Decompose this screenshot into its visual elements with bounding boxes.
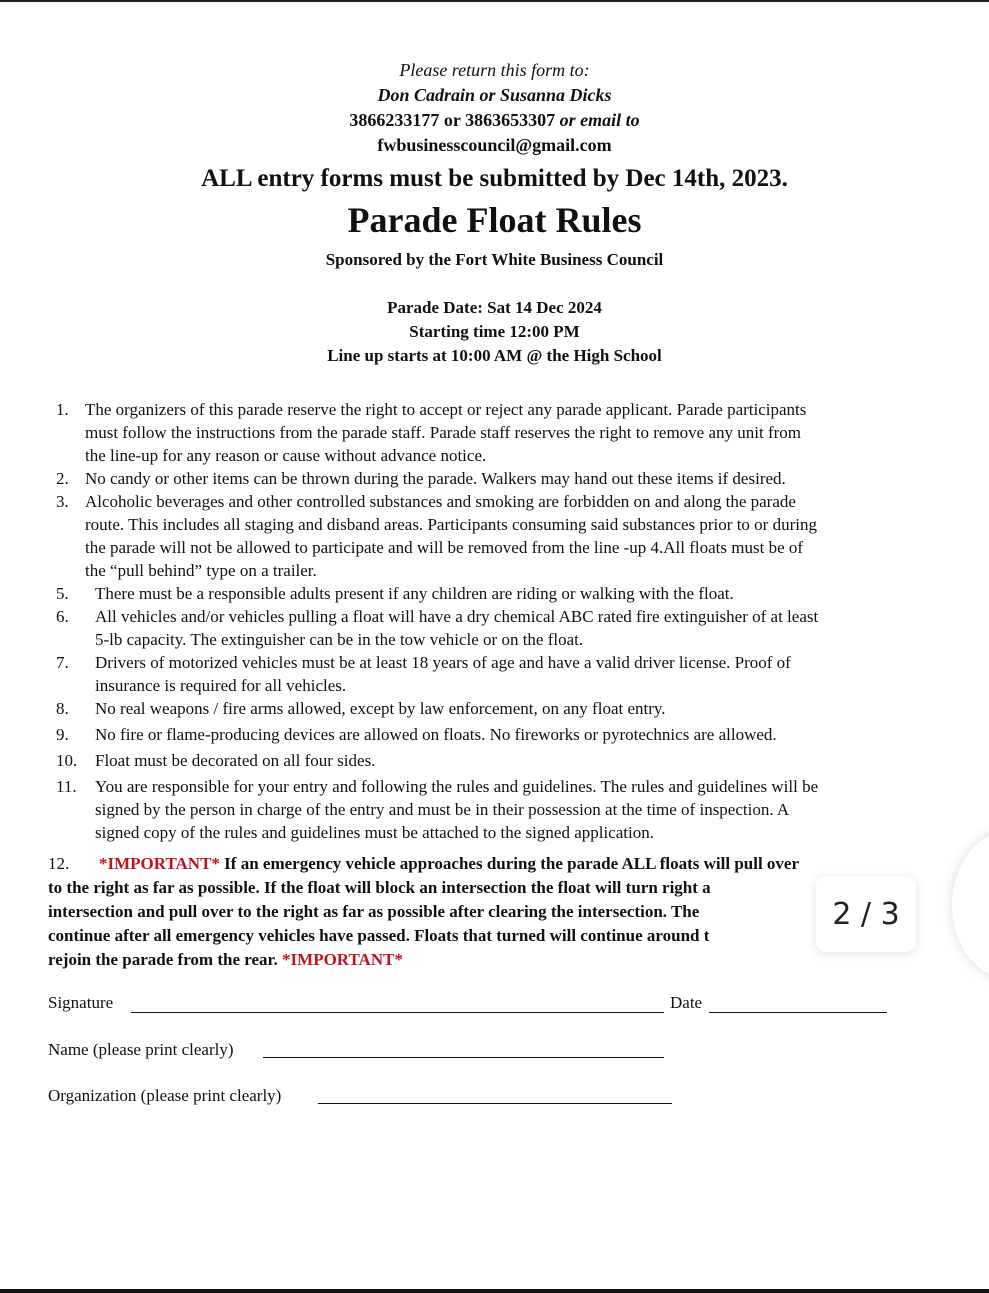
rule-text: route. This includes all staging and disband areas. Participants consuming said substances prior to or during xyxy=(85,515,817,534)
rule-number: 9. xyxy=(56,725,69,744)
rule-text: All vehicles and/or vehicles pulling a float will have a dry chemical ABC rated fire extinguisher of at least xyxy=(95,607,819,626)
rule-text: continue after all emergency vehicles have passed. Floats that turned will continue around t xyxy=(48,926,710,945)
page-indicator: 2 / 3 xyxy=(816,876,916,952)
rule-item xyxy=(50,582,935,605)
name-line[interactable] xyxy=(263,1057,664,1058)
organization-line[interactable] xyxy=(318,1103,672,1104)
rule-item xyxy=(50,398,935,467)
rule-text: to the right as far as possible. If the float will block an intersection the float will turn right a xyxy=(48,878,711,897)
rule-item xyxy=(50,775,935,844)
rule-text: There must be a responsible adults present if any children are riding or walking with the float. xyxy=(95,584,734,603)
rule-item xyxy=(50,467,935,490)
rule-text: signed by the person in charge of the entry and must be in their possession at the time of inspection. A xyxy=(95,800,790,819)
start-time: Starting time 12:00 PM xyxy=(409,322,580,341)
signature-label: Signature xyxy=(48,993,114,1012)
rule-number: 2. xyxy=(56,469,69,488)
rule-number: 1. xyxy=(56,400,69,419)
rule-number: 6. xyxy=(56,607,69,626)
rule-text: Drivers of motorized vehicles must be at least 18 years of age and have a valid driver license. Proof of xyxy=(95,653,791,672)
rule-number: 11. xyxy=(56,777,77,796)
rules-list xyxy=(50,398,935,844)
rule-text: Alcoholic beverages and other controlled substances and smoking are forbidden on and along the parade xyxy=(85,492,796,511)
rule-12-important xyxy=(48,852,928,972)
or-email-text: or email to xyxy=(559,110,640,130)
contact-names: Don Cadrain or Susanna Dicks xyxy=(377,85,612,105)
name-label: Name (please print clearly) xyxy=(48,1040,234,1059)
rule-text: Float must be decorated on all four sides. xyxy=(95,751,376,770)
rule-text: rejoin the parade from the rear. xyxy=(48,950,283,969)
rule-12-last-line xyxy=(48,948,928,972)
contact-phones: 3866233177 or 3863653307 xyxy=(349,110,556,130)
rule-number: 5. xyxy=(56,584,69,603)
rule-text: the line-up for any reason or cause without advance notice. xyxy=(85,446,487,465)
date-line[interactable] xyxy=(709,1012,887,1013)
rule-text: No real weapons / fire arms allowed, except by law enforcement, on any float entry. xyxy=(95,699,666,718)
sponsor-line: Sponsored by the Fort White Business Council xyxy=(325,250,664,269)
parade-details xyxy=(0,296,989,368)
rule-text: No fire or flame-producing devices are allowed on floats. No fireworks or pyrotechnics are allowed. xyxy=(95,725,777,744)
rule-number: 8. xyxy=(56,699,69,718)
top-border xyxy=(0,0,989,2)
rule-item xyxy=(50,651,935,697)
rule-text: the parade will not be allowed to participate and will be removed from the line -up 4.All floats must be of xyxy=(85,538,804,557)
rule-text: the “pull behind” type on a trailer. xyxy=(85,561,317,580)
submission-deadline: ALL entry forms must be submitted by Dec 14th, 2023. xyxy=(201,165,788,192)
bottom-border xyxy=(0,1289,989,1293)
signature-line[interactable] xyxy=(131,1012,664,1013)
important-tag: *IMPORTANT* xyxy=(282,950,403,969)
rule-text: must follow the instructions from the parade staff. Parade staff reserves the right to remove any unit from xyxy=(85,423,802,442)
rule-text: No candy or other items can be thrown during the parade. Walkers may hand out these items if desired. xyxy=(85,469,786,488)
rule-item xyxy=(50,605,935,651)
form-header xyxy=(0,58,989,368)
rule-text: 5-lb capacity. The extinguisher can be in the tow vehicle or on the float. xyxy=(95,630,584,649)
rule-number: 10. xyxy=(56,751,78,770)
rule-item xyxy=(50,697,935,720)
rule-item xyxy=(50,749,935,772)
contact-email: fwbusinesscouncil@gmail.com xyxy=(377,135,612,155)
rule-text: insurance is required for all vehicles. xyxy=(95,676,347,695)
contact-phones-line xyxy=(0,108,989,133)
rule-text: intersection and pull over to the right as far as possible after clearing the intersection. The xyxy=(48,902,700,921)
rule-item xyxy=(50,490,935,582)
return-instruction: Please return this form to: xyxy=(399,60,590,80)
rule-number: 12. xyxy=(48,854,70,873)
organization-label: Organization (please print clearly) xyxy=(48,1086,282,1105)
rule-item xyxy=(50,723,935,746)
rule-text: If an emergency vehicle approaches during the parade ALL floats will pull over xyxy=(219,854,800,873)
page-title: Parade Float Rules xyxy=(347,200,642,240)
rule-12-line xyxy=(48,852,928,876)
rule-text: signed copy of the rules and guidelines must be attached to the signed application. xyxy=(95,823,654,842)
rule-text: You are responsible for your entry and following the rules and guidelines. The rules and guidelines will be xyxy=(95,777,819,796)
lineup-info: Line up starts at 10:00 AM @ the High School xyxy=(327,346,662,365)
parade-date: Parade Date: Sat 14 Dec 2024 xyxy=(387,298,602,317)
rule-number: 7. xyxy=(56,653,69,672)
scroll-handle[interactable] xyxy=(952,830,989,980)
rule-text: The organizers of this parade reserve the right to accept or reject any parade applicant. Parade participants xyxy=(85,400,807,419)
rule-number: 3. xyxy=(56,492,69,511)
date-label: Date xyxy=(670,993,703,1012)
important-tag: *IMPORTANT* xyxy=(99,854,220,873)
